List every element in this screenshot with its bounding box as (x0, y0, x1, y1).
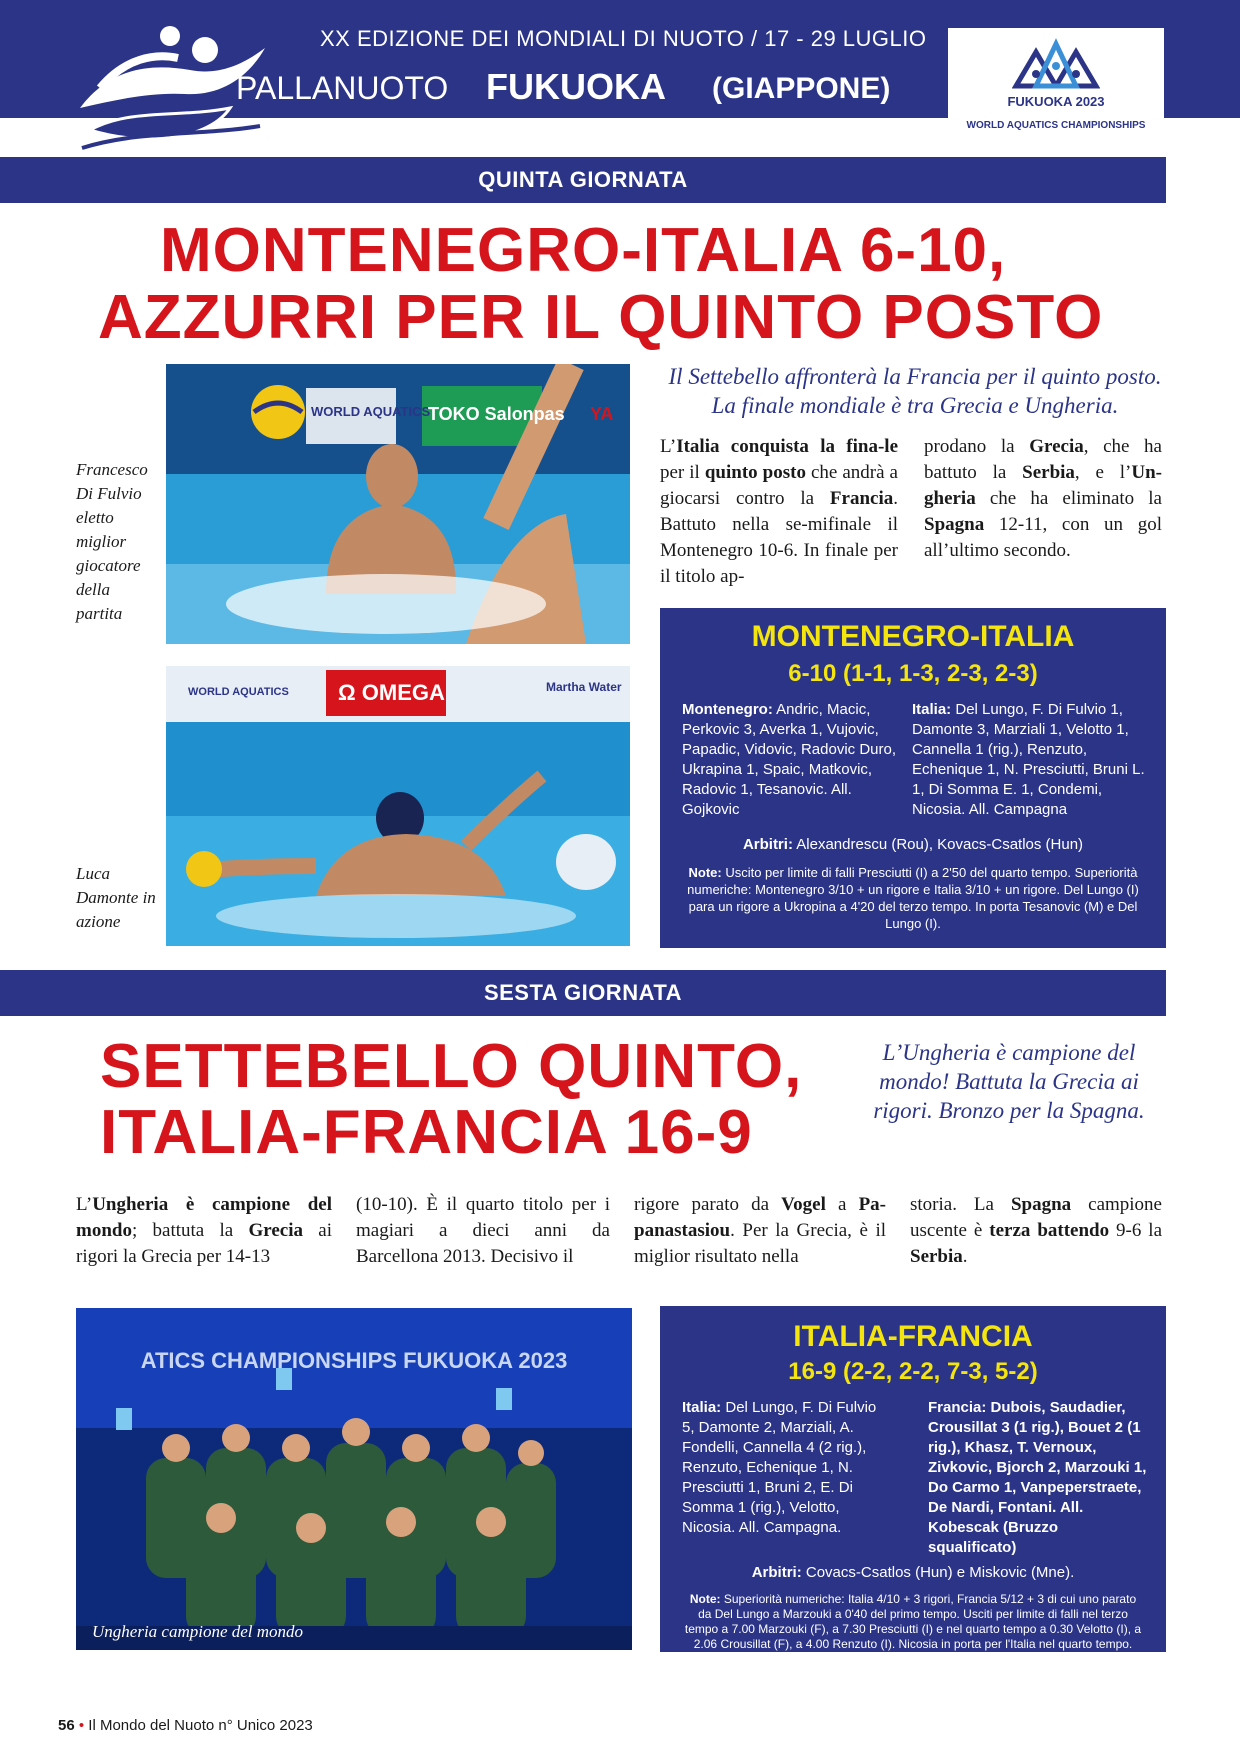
subhead-1: Il Settebello affronterà la Francia per il quinto posto. La finale mondiale è tra Grecia e Ungheria. (668, 364, 1162, 418)
text-run-bold: Serbia (1022, 462, 1075, 483)
text-run-bold: Vogel (781, 1194, 826, 1215)
publication-name: Il Mondo del Nuoto n° Unico 2023 (88, 1717, 313, 1734)
scorebox-score: 16-9 (2-2, 2-2, 7-3, 5-2) (788, 1358, 1038, 1385)
photo-banner-text: ATICS CHAMPIONSHIPS FUKUOKA 2023 (140, 1348, 568, 1373)
logo-text: FUKUOKA 2023 (1007, 94, 1105, 109)
text-run-bold: Spagna (1010, 1194, 1072, 1215)
photo-damonte (166, 666, 630, 946)
text-run: prodano la (924, 436, 1030, 457)
section-bar-quinta-giornata: QUINTA GIORNATA (0, 157, 1166, 203)
article-1-col-2 (924, 434, 1162, 564)
headline-1-line1: MONTENEGRO-ITALIA 6-10, (160, 216, 1007, 285)
championship-logo (948, 28, 1164, 152)
notes-label: Note: (689, 1592, 721, 1606)
fukuoka-2023-icon (1012, 38, 1100, 92)
roster-montenegro (682, 700, 902, 820)
caption-di-fulvio: Francesco Di Fulvio eletto miglior giocatore della partita (76, 460, 148, 623)
text-run: 12-11, con un gol all’ultimo secondo. (924, 514, 1162, 561)
roster-label: Italia: (912, 701, 952, 718)
logo-subtext: WORLD AQUATICS CHAMPIONSHIPS (966, 120, 1146, 131)
page-footer (58, 1717, 313, 1734)
photo-hungary-champions (76, 1308, 632, 1650)
match-notes (682, 1592, 1144, 1667)
roster-francia (928, 1398, 1150, 1558)
text-run: . Per la Grecia, è il miglior risultato nella (634, 1220, 886, 1267)
article-2-col-1 (76, 1192, 332, 1270)
text-run-bold: Italia (676, 436, 720, 457)
scorebox-title: ITALIA-FRANCIA (793, 1320, 1033, 1353)
text-run: ai rigori la Grecia per 14-13 (76, 1220, 332, 1267)
water-polo-action-image (166, 666, 630, 946)
header-city: FUKUOKA (486, 66, 666, 107)
headline-1-line2: AZZURRI PER IL QUINTO POSTO (98, 283, 1104, 352)
referees (660, 1564, 1166, 1581)
text-run: che andrà a giocarsi contro la (660, 462, 898, 509)
page-number: 56 (58, 1717, 75, 1734)
text-run-bold: Grecia (248, 1220, 303, 1241)
scorebox-title: MONTENEGRO-ITALIA (751, 620, 1075, 653)
page-header (0, 0, 1240, 155)
roster-text: Del Lungo, F. Di Fulvio 1, Damonte 3, Marziali 1, Velotto 1, Cannella 1 (rig.), Renzuto, Echenique 1, N. Presciutti, Bruni L. 1, Di Somma E. 1, Condemi, Nicosia. All. Campagna (912, 701, 1145, 818)
text-run-bold: conquista la fina-le (730, 436, 898, 457)
text-run (719, 436, 730, 457)
photo1-sign-2: TOKO Salonpas (428, 404, 565, 424)
text-run: per il (660, 462, 705, 483)
text-run: , e l’ (1074, 462, 1132, 483)
refs-label: Arbitri: (751, 1564, 802, 1581)
header-subtitle: XX EDIZIONE DEI MONDIALI DI NUOTO / 17 - 29 LUGLIO (320, 26, 927, 51)
roster-text: Dubois, Saudadier, Crousillat 3 (1 rig.), Bouet 2 (1 rig.), Khasz, T. Vernoux, Zivkovic, Bjorch 2, Marzouki 1, Do Carmo 1, Vanpeperstraete, De Nardi, Fontani. All. Kobescak (Bruzzo squalificato) (928, 1399, 1147, 1556)
footer-separator: • (78, 1717, 85, 1734)
article-2-col-4 (910, 1192, 1162, 1270)
caption-damonte: Luca Damonte in azione (76, 864, 156, 931)
notes-text: Uscito per limite di falli Presciutti (I) a 2'50 del quarto tempo. Superiorità numeriche: Montenegro 3/10 + un rigore e Italia 3/10 + un rigore. Del Lungo (I) para un rigore a Ukropina a 4'20 del terzo tempo. In porta Tesanovic (M) e Del Lungo (I). (687, 865, 1139, 931)
text-run-bold: quinto posto (704, 462, 806, 483)
roster-label: Montenegro: (682, 701, 773, 718)
text-run: campione uscente è (910, 1194, 1162, 1241)
article-1-col-1 (660, 434, 898, 590)
roster-label: Italia: (682, 1399, 722, 1416)
headline-2-line1: SETTEBELLO QUINTO, (100, 1032, 803, 1101)
text-run-bold: Un-gheria (924, 462, 1162, 509)
text-run: rigore parato da (634, 1194, 782, 1215)
referees (660, 836, 1166, 853)
header-country: (GIAPPONE) (712, 72, 891, 105)
article-2-col-3 (634, 1192, 886, 1270)
notes-text: Superiorità numeriche: Italia 4/10 + 3 rigori, Francia 5/12 + 3 di cui uno parato da Del Lungo a Marzouki a 0'40 del primo tempo. Usciti per limite di falli nel terzo tempo a 7.00 Marzouki (F), a 7.30 Presciutti (I) e nel quarto tempo a 0.30 Velotto (I), a 2.06 Crousillat (F), a 4.00 Renzuto (I). Nicosia in porta per l'Italia nel quarto tempo. Spettatori 200 circa. (684, 1592, 1142, 1666)
text-run: . (962, 1246, 968, 1267)
photo2-sign-3: Martha Water (546, 680, 622, 694)
text-run: , che ha battuto la (924, 436, 1162, 483)
headline-2-line2: ITALIA-FRANCIA 16-9 (100, 1098, 753, 1167)
refs-text: Alexandrescu (Rou), Kovacs-Csatlos (Hun) (792, 836, 1084, 853)
text-run-bold: Ungheria è campione del mondo (76, 1194, 332, 1241)
scorebox-montenegro-italia (660, 608, 1166, 948)
text-run: L’ (660, 436, 677, 457)
refs-text: Covacs-Csatlos (Hun) e Miskovic (Mne). (801, 1564, 1075, 1581)
roster-label: Francia: (928, 1399, 987, 1416)
text-run: a (825, 1194, 859, 1215)
roster-italia (682, 1398, 890, 1538)
text-run-bold: Pa-panastasiou (634, 1194, 886, 1241)
photo2-sign-1: WORLD AQUATICS (188, 686, 289, 698)
photo1-sign-1: WORLD AQUATICS (311, 404, 431, 419)
photo1-sign-3: YA (590, 404, 614, 424)
roster-text: Andric, Macic, Perkovic 3, Averka 1, Vujovic, Papadic, Vidovic, Radovic Duro, Ukrapina 1, Spaic, Matkovic, Radovic 1, Tesanovic. All. Gojkovic (682, 701, 896, 818)
refs-label: Arbitri: (742, 836, 793, 853)
text-run: storia. La (910, 1194, 1011, 1215)
text-run: 9-6 la (1109, 1220, 1162, 1241)
text-run-bold: terza battendo (989, 1220, 1110, 1241)
text-run-bold: Serbia (910, 1246, 963, 1267)
scorebox-italia-francia (660, 1306, 1166, 1666)
subhead-2: L’Ungheria è campione del mondo! Battuta la Grecia ai rigori. Bronzo per la Spagna. (873, 1040, 1145, 1123)
photo2-sign-2: Ω OMEGA (338, 680, 445, 705)
caption-hungary-champions: Ungheria campione del mondo (92, 1622, 304, 1641)
text-run-bold: Francia (829, 488, 894, 509)
text-run-bold: Grecia (1029, 436, 1084, 457)
text-run: L’ (76, 1194, 93, 1215)
text-run: che ha eliminato la (975, 488, 1162, 509)
section-bar-sesta-giornata: SESTA GIORNATA (0, 970, 1166, 1016)
text-run: ; battuta la (131, 1220, 249, 1241)
notes-label: Note: (688, 865, 722, 880)
header-sport: PALLANUOTO (236, 70, 449, 106)
photo-di-fulvio (166, 364, 630, 644)
scorebox-score: 6-10 (1-1, 1-3, 2-3, 2-3) (788, 660, 1038, 687)
match-notes (682, 864, 1144, 932)
roster-text: Del Lungo, F. Di Fulvio 5, Damonte 2, Marziali, A. Fondelli, Cannella 4 (2 rig.), Renzuto, Echenique 1, N. Presciutti 1, Bruni 2, E. Di Somma 1 (rig.), Velotto, Nicosia. All. Campagna. (682, 1399, 877, 1536)
roster-italia (912, 700, 1148, 820)
text-run-bold: Spagna (924, 514, 985, 535)
text-run: . Battuto nella se-mifinale il Montenegro 10-6. In finale per il titolo ap- (660, 488, 898, 587)
article-2-col-2: (10-10). È il quarto titolo per i magiari a dieci anni da Barcellona 2013. Decisivo il (356, 1194, 610, 1267)
